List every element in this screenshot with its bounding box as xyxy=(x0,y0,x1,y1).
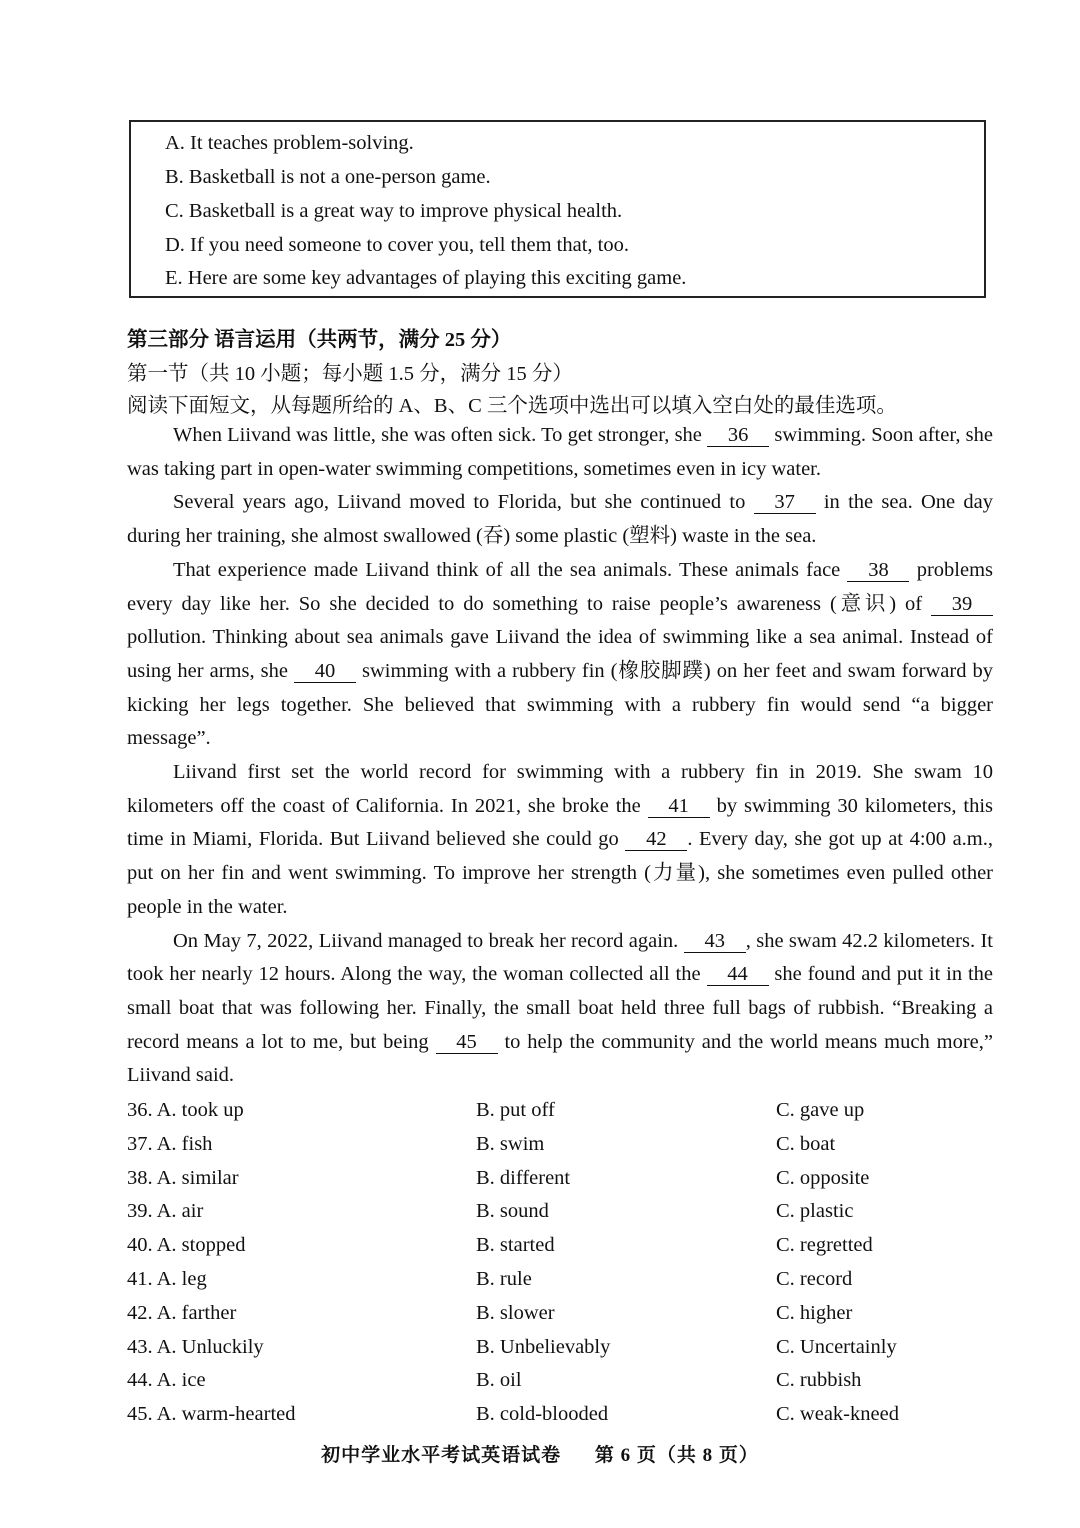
passage-paragraph xyxy=(127,756,993,925)
question-row xyxy=(127,1331,1007,1365)
option-c: C. boat xyxy=(776,1132,836,1155)
passage-text: That experience made Liivand think of all the sea animals. These animals face xyxy=(173,558,848,581)
option-c: C. higher xyxy=(776,1301,853,1324)
option-a: 41. A. leg xyxy=(127,1267,207,1290)
option-b: B. Unbelievably xyxy=(476,1335,611,1358)
option-c: C. weak-kneed xyxy=(776,1403,899,1426)
part-title: 第三部分 语言运用（共两节，满分 25 分） xyxy=(127,329,512,351)
option-c: C. gave up xyxy=(776,1099,865,1121)
blank-38: 38 xyxy=(847,559,909,582)
blank-45: 45 xyxy=(436,1031,498,1054)
question-row xyxy=(127,1128,1007,1162)
passage-paragraph xyxy=(127,419,993,486)
question-row xyxy=(127,1162,1007,1196)
question-row xyxy=(127,1229,1007,1263)
option-a: 37. A. fish xyxy=(127,1132,213,1155)
option-c: C. plastic xyxy=(776,1200,854,1223)
cloze-passage xyxy=(127,419,993,1093)
passage-text: . Every day, she got up at 4:00 a.m., put on her fin and went swimming. To improve her strength (力量), she sometimes even pulled other people in the water. xyxy=(127,828,993,918)
option-b: B. put off xyxy=(476,1099,555,1121)
option-c: C. rubbish xyxy=(776,1369,862,1392)
blank-37: 37 xyxy=(754,491,816,514)
passage-text: to help the community and the world means much more,” Liivand said. xyxy=(127,1030,993,1087)
sentence-option-c: C. Basketball is a great way to improve physical health. xyxy=(165,200,623,222)
answer-options xyxy=(127,1094,1007,1432)
option-a: 40. A. stopped xyxy=(127,1234,246,1257)
sentence-option-d: D. If you need someone to cover you, tell them that, too. xyxy=(165,234,629,256)
question-row xyxy=(127,1094,1007,1128)
option-c: C. opposite xyxy=(776,1166,870,1189)
passage-text: Several years ago, Liivand moved to Florida, but she continued to xyxy=(173,491,754,514)
question-row xyxy=(127,1195,1007,1229)
blank-40: 40 xyxy=(294,660,356,683)
option-b: B. rule xyxy=(476,1267,532,1290)
passage-text: she found and put it in the small boat that was following her. Finally, the small boat held three full bags of rubbish. “Breaking a record means a lot to me, but being xyxy=(127,963,993,1053)
sentence-option-e: E. Here are some key advantages of playing this exciting game. xyxy=(165,267,687,289)
option-c: C. Uncertainly xyxy=(776,1335,897,1358)
question-row xyxy=(127,1297,1007,1331)
option-b: B. sound xyxy=(476,1200,549,1223)
option-b: B. swim xyxy=(476,1132,545,1155)
passage-text: , she swam 42.2 kilometers. It took her nearly 12 hours. Along the way, the woman collected all the xyxy=(127,929,993,986)
passage-text: problems every day like her. So she decided to do something to raise people’s awareness (意识) of xyxy=(127,558,993,615)
passage-text: in the sea. One day during her training, she almost swallowed (吞) some plastic (塑料) waste in the sea. xyxy=(127,491,993,548)
sentence-option-b: B. Basketball is not a one-person game. xyxy=(165,166,491,188)
subsection-title: 第一节（共 10 小题；每小题 1.5 分，满分 15 分） xyxy=(127,363,573,385)
passage-text: by swimming 30 kilometers, this time in Miami, Florida. But Liivand believed she could go xyxy=(127,794,994,851)
exam-title: 初中学业水平考试英语试卷 xyxy=(321,1445,562,1466)
option-b: B. started xyxy=(476,1234,555,1257)
option-a: 44. A. ice xyxy=(127,1369,206,1392)
question-row xyxy=(127,1364,1007,1398)
page-number: 第 6 页（共 8 页） xyxy=(594,1445,759,1466)
passage-text: Liivand first set the world record for swimming with a rubbery fin in 2019. She swam 10 kilometers off the coast of California. In 2021, she broke the xyxy=(127,761,993,817)
passage-text: pollution. Thinking about sea animals gave Liivand the idea of swimming like a sea animal. Instead of using her arms, she xyxy=(127,626,993,682)
option-a: 43. A. Unluckily xyxy=(127,1335,264,1358)
passage-paragraph xyxy=(127,486,993,553)
option-a: 36. A. took up xyxy=(127,1099,244,1121)
blank-41: 41 xyxy=(648,795,710,818)
option-a: 45. A. warm-hearted xyxy=(127,1403,296,1426)
sentence-options-box xyxy=(129,120,986,298)
option-b: B. different xyxy=(476,1166,571,1189)
option-b: B. oil xyxy=(476,1369,522,1392)
question-row xyxy=(127,1398,1007,1432)
option-b: B. slower xyxy=(476,1301,555,1324)
option-b: B. cold-blooded xyxy=(476,1403,609,1426)
question-row xyxy=(127,1263,1007,1297)
blank-39: 39 xyxy=(931,593,993,616)
passage-text: On May 7, 2022, Liivand managed to break her record again. xyxy=(173,929,684,952)
option-a: 39. A. air xyxy=(127,1200,204,1223)
passage-text: swimming with a rubbery fin (橡胶脚蹼) on her feet and swam forward by kicking her legs together. She believed that swimming with a rubbery fin would send “a bigger message”. xyxy=(127,659,993,750)
option-c: C. regretted xyxy=(776,1234,873,1257)
blank-42: 42 xyxy=(625,828,687,851)
sentence-option-a: A. It teaches problem-solving. xyxy=(165,132,414,154)
instructions: 阅读下面短文，从每题所给的 A、B、C 三个选项中选出可以填入空白处的最佳选项。 xyxy=(127,395,897,417)
passage-paragraph xyxy=(127,554,993,756)
blank-43: 43 xyxy=(684,930,746,953)
blank-44: 44 xyxy=(707,963,769,986)
blank-36: 36 xyxy=(707,424,769,447)
option-a: 42. A. farther xyxy=(127,1301,237,1324)
passage-text: swimming. Soon after, she was taking part in open-water swimming competitions, sometimes even in icy water. xyxy=(127,424,993,480)
option-a: 38. A. similar xyxy=(127,1166,239,1189)
page-footer xyxy=(0,1440,1080,1467)
option-c: C. record xyxy=(776,1267,853,1290)
passage-text: When Liivand was little, she was often sick. To get stronger, she xyxy=(173,424,708,446)
passage-paragraph xyxy=(127,925,993,1094)
